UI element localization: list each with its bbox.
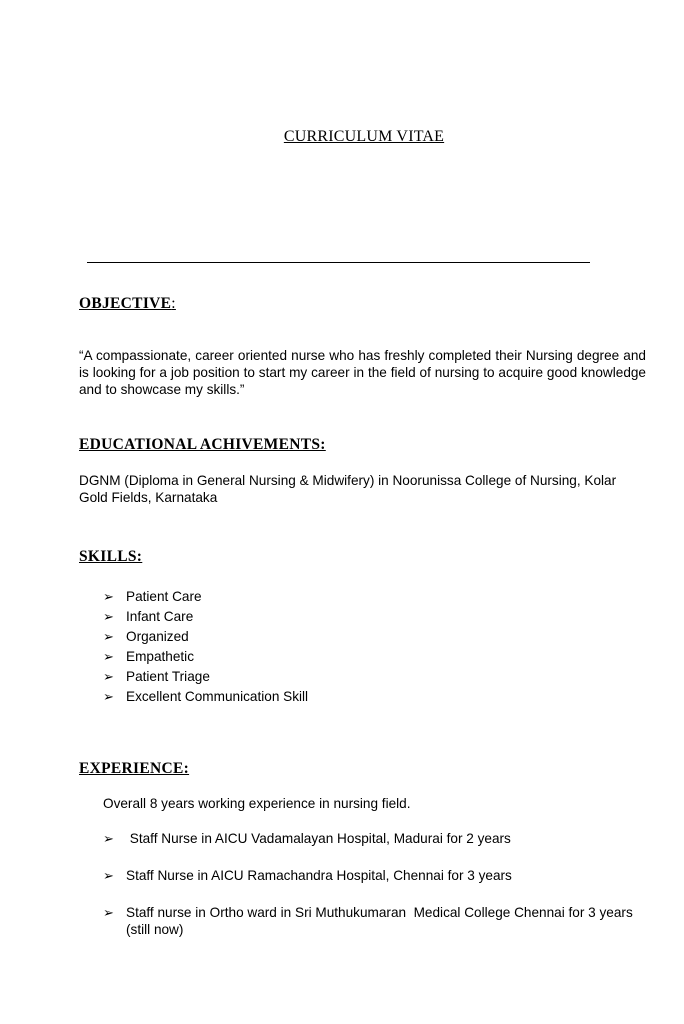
objective-heading-text: OBJECTIVE xyxy=(79,295,172,312)
arrow-bullet-icon: ➢ xyxy=(103,629,114,644)
arrow-bullet-icon: ➢ xyxy=(103,589,114,604)
arrow-bullet-icon: ➢ xyxy=(103,669,114,684)
education-text: DGNM (Diploma in General Nursing & Midwifery) in Noorunissa College of Nursing, Kolar Gold Fields, Karnataka xyxy=(79,473,617,505)
experience-summary: Overall 8 years working experience in nursing field. xyxy=(103,796,411,811)
skill-label: Organized xyxy=(126,629,189,644)
skill-label: Empathetic xyxy=(126,649,195,664)
experience-item xyxy=(103,904,643,938)
skill-item xyxy=(103,667,308,687)
arrow-bullet-icon: ➢ xyxy=(103,868,114,883)
skill-label: Infant Care xyxy=(126,609,194,624)
arrow-bullet-icon: ➢ xyxy=(103,649,114,664)
horizontal-divider xyxy=(87,262,590,263)
experience-item xyxy=(103,830,643,847)
document-title: CURRICULUM VITAE xyxy=(283,128,445,145)
arrow-bullet-icon: ➢ xyxy=(103,689,114,704)
skill-item xyxy=(103,587,308,607)
objective-heading xyxy=(79,295,176,313)
experience-item-text: Staff Nurse in AICU Vadamalayan Hospital, Madurai for 2 years xyxy=(126,831,511,846)
skill-label: Excellent Communication Skill xyxy=(126,689,309,704)
skill-label: Patient Care xyxy=(126,589,202,604)
education-heading: EDUCATIONAL ACHIVEMENTS: xyxy=(79,436,326,453)
skill-item xyxy=(103,647,308,667)
arrow-bullet-icon: ➢ xyxy=(103,609,114,624)
experience-item-text: Staff nurse in Ortho ward in Sri Muthukumaran Medical College Chennai for 3 years (still now) xyxy=(126,905,637,937)
skill-item xyxy=(103,687,308,707)
skills-heading: SKILLS: xyxy=(79,548,143,565)
skill-item xyxy=(103,627,308,647)
experience-heading: EXPERIENCE: xyxy=(79,760,190,777)
arrow-bullet-icon: ➢ xyxy=(103,905,114,920)
experience-item-text: Staff Nurse in AICU Ramachandra Hospital, Chennai for 3 years xyxy=(126,868,512,883)
skill-item xyxy=(103,607,308,627)
objective-heading-colon: : xyxy=(171,295,176,312)
skills-list xyxy=(103,587,308,707)
experience-item xyxy=(103,867,643,884)
objective-text: “A compassionate, career oriented nurse who has freshly completed their Nursing degree and is looking for a job position to start my career in the field of nursing to acquire good knowledge and to showcase my skills.” xyxy=(79,348,646,397)
skill-label: Patient Triage xyxy=(126,669,210,684)
arrow-bullet-icon: ➢ xyxy=(103,831,114,846)
